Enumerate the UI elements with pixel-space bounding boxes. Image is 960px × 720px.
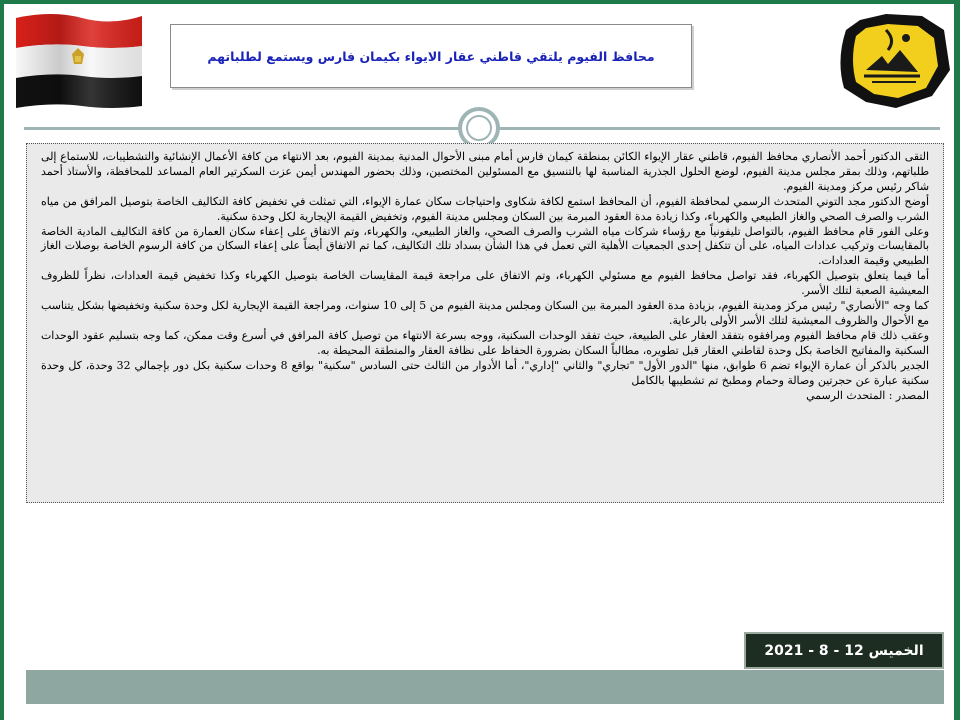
article-paragraph-1: التقى الدكتور أحمد الأنصاري محافظ الفيوم، قاطني عقار الإيواء الكائن بمنطقة كيمان فارس أمام مبنى الأحوال المدنية بمدينة الفيوم، بعد الانتهاء من كافة الأعمال الإنشائية والتشطيبات، للاستماع إلى طلباتهم، وذلك بمقر مجلس مدينة الفيوم، لوضع الحلول الجذرية المناسبة لها بالتنسيق مع المسئولين المختصين، وذلك بحضور المهندس أيمن عزت السكرتير العام المساعد للمحافظة، والأستاذ أحمد شاكر رئيس مركز ومدينة الفيوم. — [41, 150, 929, 193]
footer-bar — [26, 670, 944, 704]
article-source: المصدر : المتحدث الرسمي — [806, 388, 929, 402]
date-text: الخميس 12 - 8 - 2021 — [764, 642, 924, 659]
divider-ring-inner — [466, 115, 492, 141]
article-paragraph-7: الجدير بالذكر أن عمارة الإيواء تضم 6 طوابق، منها "الدور الأول" "تجاري" والثاني "إداري"، أما الأدوار من الثالث حتى السادس "سكنية" بواقع 8 وحدات سكنية بكل دور بإجمالي 32 وحدة، كل وحدة سكنية عبارة عن حجرتين وصالة وحمام ومطبخ تم تشطيبها بالكامل — [41, 358, 929, 387]
article-paragraph-2: أوضح الدكتور مجد التوني المتحدث الرسمي لمحافظة الفيوم، أن المحافظ استمع لكافة شكاوى واحتياجات سكان عمارة الإيواء، التي تمثلت في تخفيض كافة التكاليف الخاصة بتوصيل المرافق من مياه الشرب والصرف الصحي والغاز الطبيعي والكهرباء، وكذا زيادة مدة العقود المبرمة بين السكان ومجلس مدينة الفيوم، وتخفيض القيمة الإيجارية لكل وحدة سكنية. — [41, 194, 929, 223]
article-paragraph-3: وعلى الفور قام محافظ الفيوم، بالتواصل تليفونياً مع رؤساء شركات مياه الشرب والصرف الصحي، والغاز الطبيعي، والكهرباء، وتم الاتفاق على إعفاء سكان العمارة من كافة التكاليف المادية الخاصة بالمقايسات وتركيب عدادات المياه، على أن تتكفل إحدى الجمعيات الأهلية التي تعمل في هذا الشأن بسداد تلك التكاليف، كما تم الاتفاق أيضاً على إعفاء السكان من كافة الرسوم الخاصة بوصلات الغاز الطبيعي وقيمة العدادات. — [41, 224, 929, 268]
egypt-flag-icon — [12, 10, 146, 110]
article-paragraph-5: كما وجه "الأنصاري" رئيس مركز ومدينة الفيوم، بزيادة مدة العقود المبرمة بين السكان ومجلس مدينة الفيوم من 5 إلى 10 سنوات، ومراجعة القيمة الإيجارية لكل وحدة سكنية وتخفيضها بشكل يتناسب مع الأحوال والظروف المعيشية لتلك الأسر الأولى بالرعاية. — [41, 299, 929, 327]
date-badge — [744, 632, 944, 669]
article-paragraph-6: وعقب ذلك قام محافظ الفيوم ومرافقوه بتفقد العقار على الطبيعة، حيث تفقد الوحدات السكنية، ووجه بسرعة الانتهاء من توصيل كافة المرافق في أسرع وقت ممكن، كما وجه بتسليم عقود الوحدات السكنية والمفاتيح الخاصة بكل وحدة لقاطني العقار قبل تطويره، مطالباً السكان بضرورة الحفاظ على نظافة العقار والمنطقة المحيطة به. — [41, 328, 929, 357]
headline-box — [170, 24, 692, 88]
article-box — [26, 143, 944, 503]
fayoum-governorate-logo — [826, 10, 956, 112]
article-paragraph-4: أما فيما يتعلق بتوصيل الكهرباء، فقد تواصل محافظ الفيوم مع مسئولي الكهرباء، وتم الاتفاق على مراجعة قيمة المقايسات الخاصة بتوصيل الكهرباء وكذا تخفيض قيمة العدادات، نظراً للظروف المعيشية الصعبة لتلك الأسر. — [41, 269, 929, 298]
article-body — [27, 144, 943, 407]
page-title: محافظ الفيوم يلتقي قاطني عقار الايواء بكيمان فارس ويستمع لطلباتهم — [207, 48, 655, 64]
